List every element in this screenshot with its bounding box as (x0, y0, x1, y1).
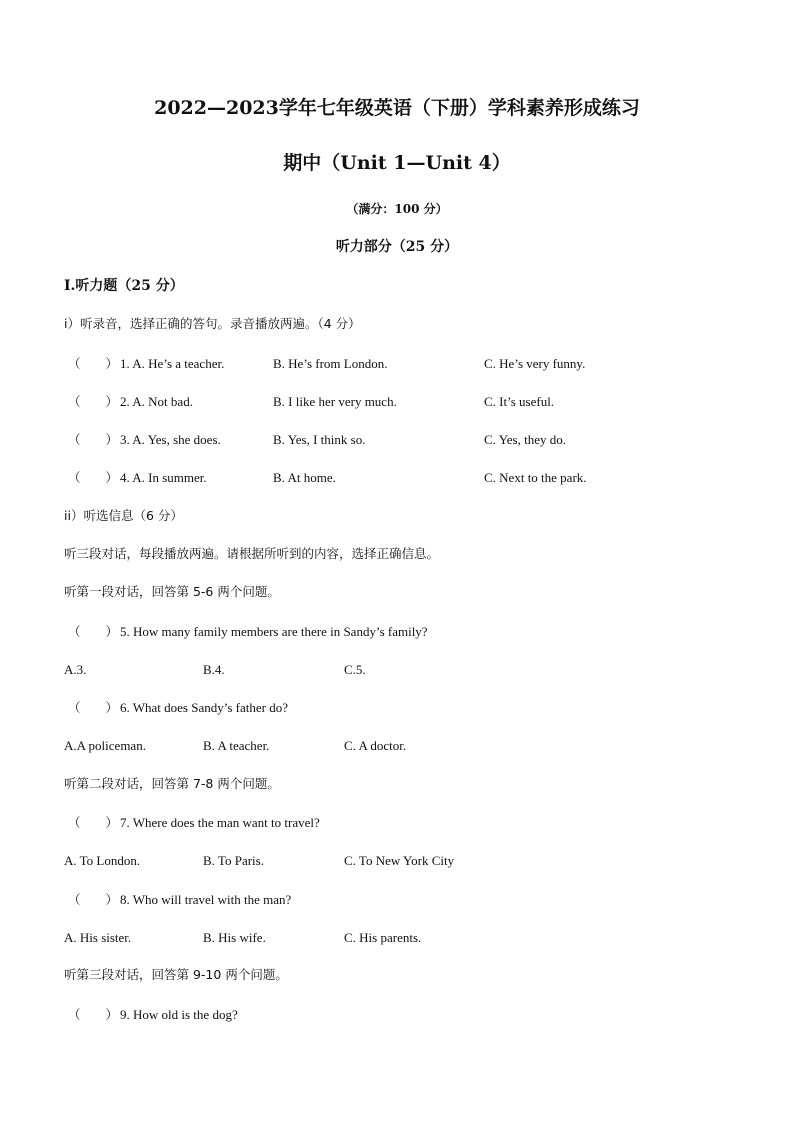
option-a: A.3. (64, 662, 87, 677)
question-stem: 7. Where does the man want to travel? (120, 815, 320, 830)
instruction-note: 听三段对话，每段播放两遍。请根据所听到的内容，选择正确信息。 (64, 546, 440, 561)
question-stem: 3. A. Yes, she does. (120, 432, 221, 447)
answer-blank[interactable]: （ ） (68, 892, 119, 907)
question-stem: 1. A. He’s a teacher. (120, 356, 225, 371)
question-stem: 8. Who will travel with the man? (120, 892, 292, 907)
option-b: B. To Paris. (203, 853, 264, 868)
question-4 (68, 471, 207, 485)
option-b: B.4. (203, 662, 225, 677)
option-b: B. At home. (273, 470, 336, 485)
question-9 (68, 1008, 238, 1022)
option-c: C. To New York City (344, 853, 455, 868)
option-c: C. A doctor. (344, 738, 407, 753)
dialogue-3-instruction: 听第三段对话，回答第 9-10 两个问题。 (64, 967, 288, 982)
option-a: A. To London. (64, 853, 141, 868)
question-5 (68, 625, 428, 639)
answer-blank[interactable]: （ ） (68, 470, 119, 485)
question-8 (68, 893, 291, 907)
answer-blank[interactable]: （ ） (68, 1007, 119, 1022)
question-stem: 2. A. Not bad. (120, 394, 193, 409)
question-7 (68, 816, 320, 830)
option-c: C.5. (344, 662, 366, 677)
instruction-part-ii: ii）听选信息（6 分） (64, 508, 183, 523)
answer-blank[interactable]: （ ） (68, 624, 119, 639)
option-c: C. His parents. (344, 930, 422, 945)
dialogue-2-instruction: 听第二段对话，回答第 7-8 两个问题。 (64, 776, 280, 791)
answer-blank[interactable]: （ ） (68, 815, 119, 830)
question-stem: 5. How many family members are there in Sandy’s family? (120, 624, 428, 639)
question-stem: 9. How old is the dog? (120, 1007, 238, 1022)
question-1 (68, 357, 224, 371)
answer-blank[interactable]: （ ） (68, 432, 119, 447)
option-a: A.A policeman. (64, 738, 146, 753)
option-b: B. Yes, I think so. (273, 432, 366, 447)
answer-blank[interactable]: （ ） (68, 394, 119, 409)
option-b: B. He’s from London. (273, 356, 388, 371)
document-title: 2022—2023学年七年级英语（下册）学科素养形成练习 (154, 97, 640, 119)
option-b: B. I like her very much. (273, 394, 397, 409)
option-b: B. His wife. (203, 930, 266, 945)
option-b: B. A teacher. (203, 738, 270, 753)
answer-blank[interactable]: （ ） (68, 700, 119, 715)
option-c: C. Yes, they do. (484, 432, 566, 447)
question-stem: 4. A. In summer. (120, 470, 207, 485)
answer-blank[interactable]: （ ） (68, 356, 119, 371)
instruction-part-i: i）听录音，选择正确的答句。录音播放两遍。（4 分） (64, 316, 361, 331)
question-6 (68, 701, 288, 715)
full-score-note: （满分：100 分） (346, 202, 448, 216)
dialogue-1-instruction: 听第一段对话，回答第 5-6 两个问题。 (64, 584, 280, 599)
option-c: C. Next to the park. (484, 470, 587, 485)
option-c: C. He’s very funny. (484, 356, 586, 371)
question-2 (68, 395, 193, 409)
listening-part-heading: 听力部分（25 分） (335, 239, 459, 255)
question-3 (68, 433, 221, 447)
document-subtitle: 期中（Unit 1—Unit 4） (283, 152, 511, 174)
option-a: A. His sister. (64, 930, 132, 945)
section-heading-listening: Ⅰ.听力题（25 分） (64, 278, 184, 294)
option-c: C. It’s useful. (484, 394, 555, 409)
question-stem: 6. What does Sandy’s father do? (120, 700, 288, 715)
